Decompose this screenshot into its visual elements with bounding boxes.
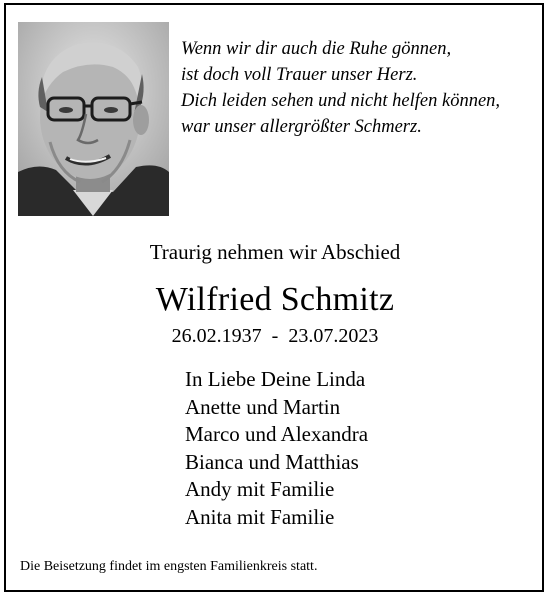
mourner-entry: In Liebe Deine Linda [185, 367, 366, 391]
mourner-entry: Andy mit Familie [185, 477, 335, 501]
birth-date: 26.02.1937 [171, 325, 262, 347]
portrait-illustration [18, 22, 169, 216]
portrait-photo [18, 22, 169, 216]
life-dates [0, 325, 550, 348]
memorial-poem [181, 36, 500, 140]
mourner-entry: Bianca und Matthias [185, 449, 359, 474]
date-separator: - [271, 325, 279, 347]
mourner-entry: Marco und Alexandra [185, 422, 369, 446]
poem-line: ist doch voll Trauer unser Herz. [181, 65, 418, 85]
poem-line: Dich leiden sehen und nicht helfen können, [181, 91, 501, 111]
deceased-name: Wilfried Schmitz [155, 281, 395, 318]
death-date: 23.07.2023 [288, 325, 379, 347]
farewell-intro: Traurig nehmen wir Abschied [149, 240, 401, 264]
burial-note: Die Beisetzung findet im engsten Familienkreis statt. [20, 559, 318, 574]
mourners-list [185, 366, 368, 531]
mourner-entry: Anita mit Familie [185, 504, 335, 529]
poem-line: war unser allergrößter Schmerz. [181, 117, 422, 137]
poem-line: Wenn wir dir auch die Ruhe gönnen, [181, 39, 452, 59]
mourner-entry: Anette und Martin [185, 394, 341, 419]
